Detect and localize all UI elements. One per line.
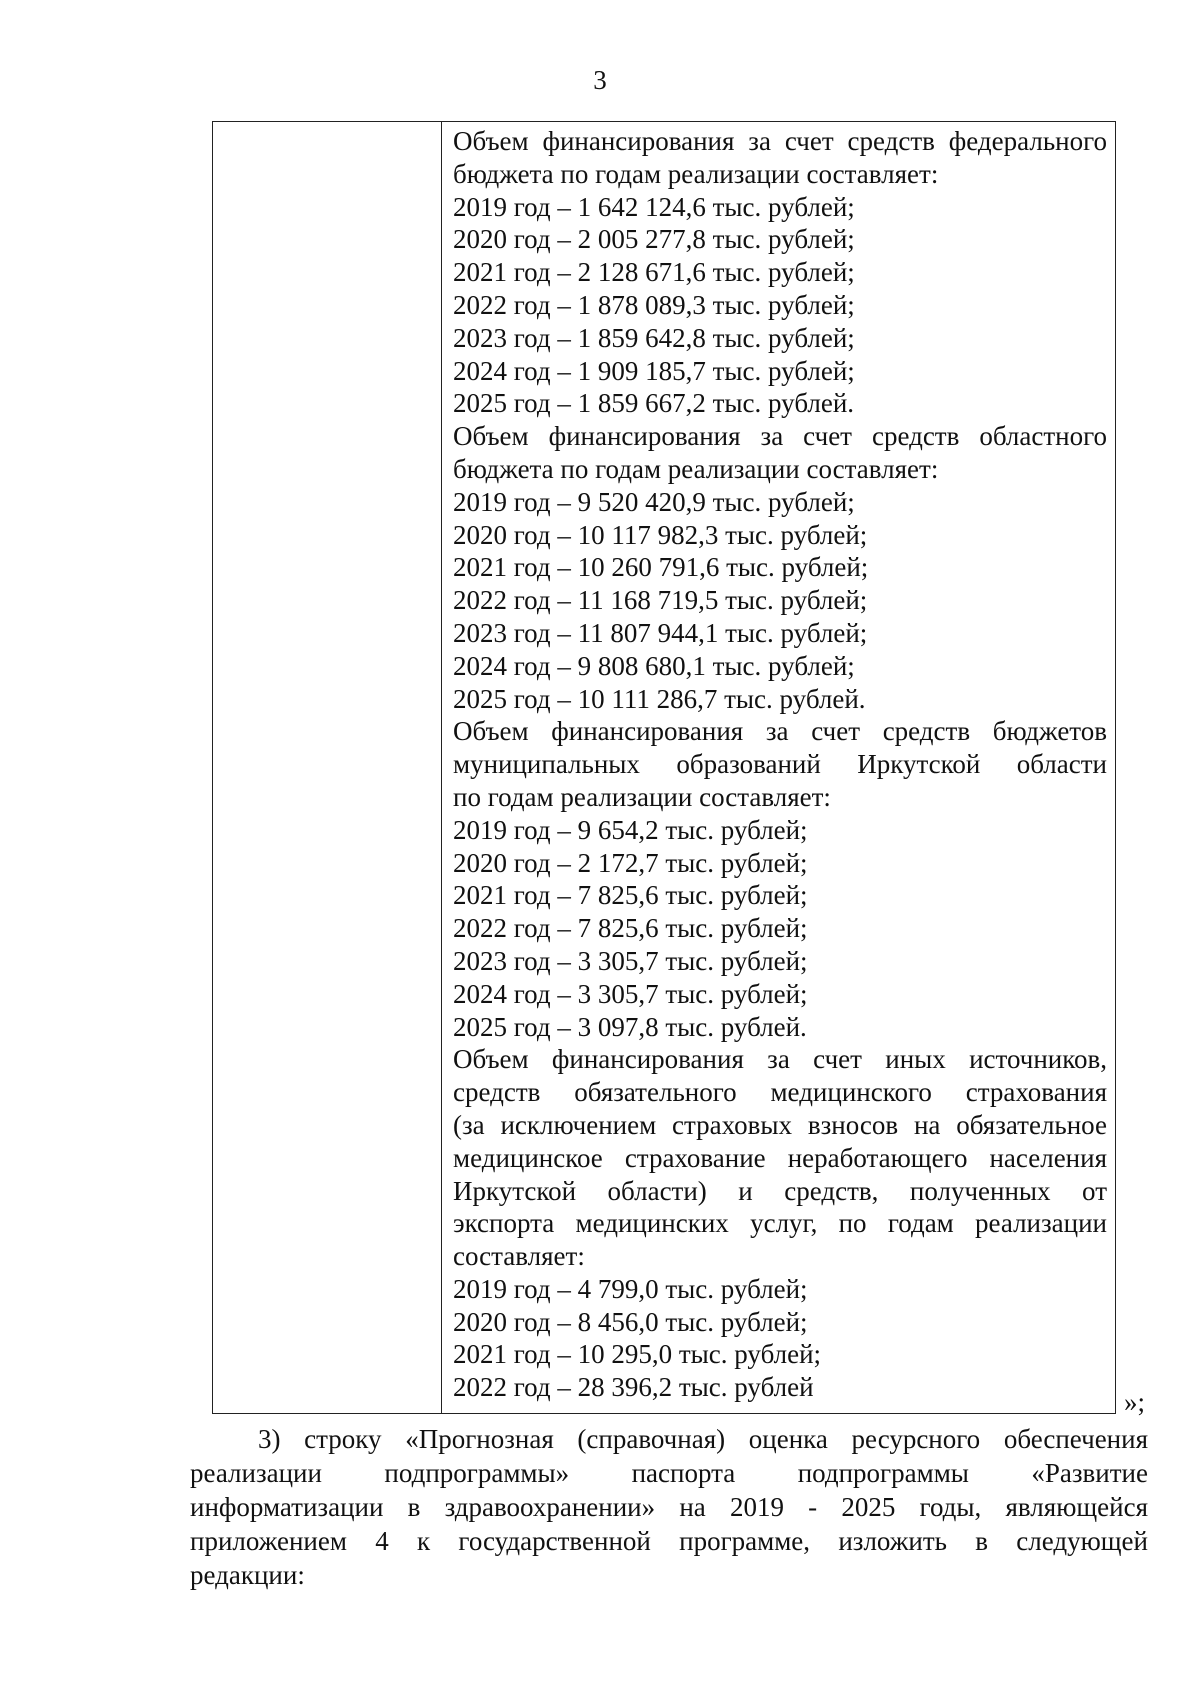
cell-line: 2022 год – 28 396,2 тыс. рублей [453,1372,814,1403]
cell-line: бюджета по годам реализации составляет: [453,158,939,189]
cell-line: 2024 год – 3 305,7 тыс. рублей; [453,978,808,1009]
paragraph-line: редакции: [190,1560,305,1590]
cell-line: 2019 год – 4 799,0 тыс. рублей; [453,1273,808,1304]
cell-line: 2022 год – 7 825,6 тыс. рублей; [453,913,808,944]
cell-line: 2024 год – 1 909 185,7 тыс. рублей; [453,355,855,386]
cell-line: Объем финансирования за счет иных источников, [453,1044,1107,1075]
cell-line: 2025 год – 3 097,8 тыс. рублей. [453,1011,807,1042]
cell-line: 2023 год – 1 859 642,8 тыс. рублей; [453,322,855,353]
cell-line: медицинское страхование неработающего населения [453,1142,1107,1173]
cell-line: 2024 год – 9 808 680,1 тыс. рублей; [453,650,855,681]
cell-line: 2023 год – 3 305,7 тыс. рублей; [453,945,808,976]
cell-line: 2021 год – 10 295,0 тыс. рублей; [453,1339,822,1370]
paragraph-line: реализации подпрограммы» паспорта подпрограммы «Развитие [190,1458,1148,1488]
closing-quote: »; [1124,1387,1146,1417]
cell-line: 2025 год – 10 111 286,7 тыс. рублей. [453,683,866,714]
cell-line: 2021 год – 7 825,6 тыс. рублей; [453,880,808,911]
cell-line: 2021 год – 2 128 671,6 тыс. рублей; [453,257,855,288]
cell-line: средств обязательного медицинского страхования [453,1077,1107,1108]
cell-line: 2019 год – 9 654,2 тыс. рублей; [453,814,808,845]
cell-line: 2025 год – 1 859 667,2 тыс. рублей. [453,388,855,419]
funding-table [212,121,1116,1414]
cell-line: 2019 год – 9 520 420,9 тыс. рублей; [453,486,855,517]
cell-line: муниципальных образований Иркутской области [453,749,1107,780]
cell-line: 2019 год – 1 642 124,6 тыс. рублей; [453,191,855,222]
cell-line: по годам реализации составляет: [453,781,831,812]
cell-line: Объем финансирования за счет средств бюджетов [453,716,1107,747]
cell-line: составляет: [453,1241,585,1272]
cell-line: 2020 год – 2 005 277,8 тыс. рублей; [453,224,855,255]
cell-line: 2020 год – 2 172,7 тыс. рублей; [453,847,808,878]
paragraph-line: информатизации в здравоохранении» на 2019 - 2025 годы, являющейся [190,1492,1148,1522]
paragraph-line: приложением 4 к государственной программе, изложить в следующей [190,1526,1148,1556]
cell-line: бюджета по годам реализации составляет: [453,453,939,484]
cell-line: Иркутской области) и средств, полученных от [453,1175,1107,1206]
cell-line: (за исключением страховых взносов на обязательное [453,1109,1107,1140]
cell-line: 2020 год – 8 456,0 тыс. рублей; [453,1306,808,1337]
column-divider [441,122,442,1413]
paragraph-line: 3) строку «Прогнозная (справочная) оценка ресурсного обеспечения [258,1424,1148,1454]
cell-line: Объем финансирования за счет средств федерального [453,126,1107,156]
cell-line: 2022 год – 11 168 719,5 тыс. рублей; [453,585,868,616]
funding-cell [453,125,1107,1404]
amendment-paragraph [190,1422,1148,1592]
cell-line: 2021 год – 10 260 791,6 тыс. рублей; [453,552,869,583]
cell-line: 2020 год – 10 117 982,3 тыс. рублей; [453,519,868,550]
cell-line: экспорта медицинских услуг, по годам реализации [453,1208,1107,1239]
cell-line: 2023 год – 11 807 944,1 тыс. рублей; [453,617,868,648]
cell-line: 2022 год – 1 878 089,3 тыс. рублей; [453,289,855,320]
page-number: 3 [593,65,607,95]
cell-line: Объем финансирования за счет средств областного [453,421,1107,452]
